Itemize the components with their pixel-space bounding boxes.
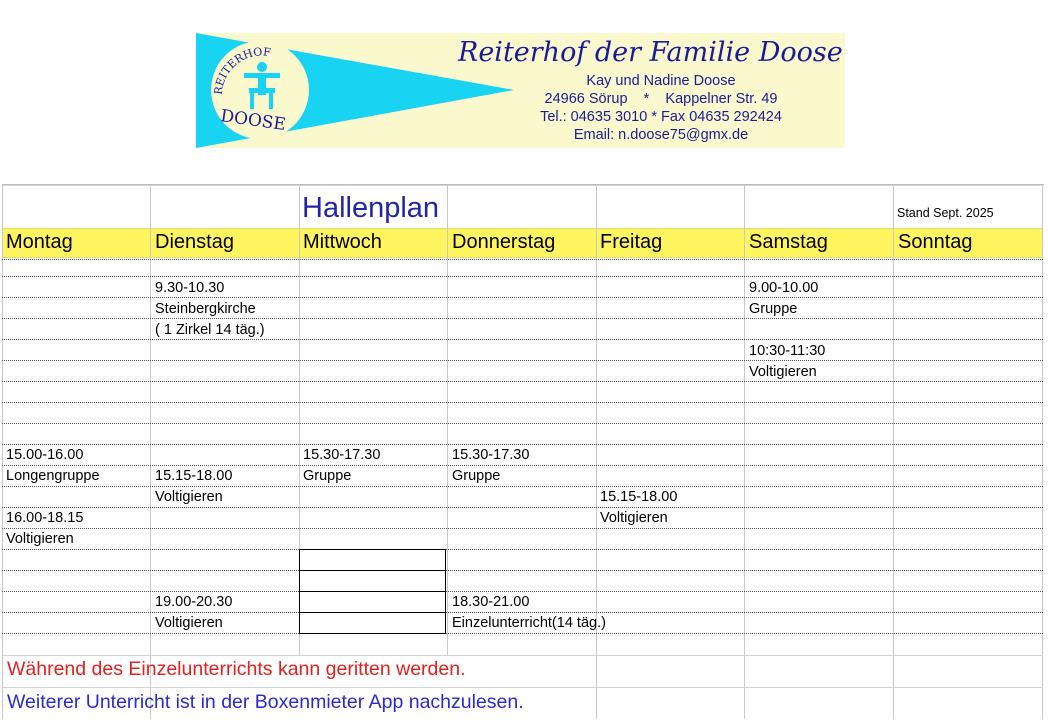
schedule-entry-text: Gruppe <box>749 301 798 317</box>
boxed-cell <box>299 612 446 634</box>
schedule-entry-time: 16.00-18.15 <box>6 510 84 526</box>
schedule-entry-time: 15.15-18.00 <box>155 468 233 484</box>
banner-phone: Tel.: 04635 3010 * Fax 04635 292424 <box>540 109 782 125</box>
banner-email: Email: n.doose75@gmx.de <box>573 127 749 143</box>
schedule-entry-text: Voltigieren <box>155 615 223 631</box>
day-header-freitag: Freitag <box>600 231 663 253</box>
schedule-entry-time: 10:30-11:30 <box>749 343 826 359</box>
day-header-dienstag: Dienstag <box>155 231 234 253</box>
banner-owners: Kay und Nadine Doose <box>586 73 736 89</box>
schedule-entry-text: Gruppe <box>452 468 501 484</box>
schedule-entry-time: 15.00-16.00 <box>6 447 84 463</box>
schedule-entry-text: Voltigieren <box>6 531 74 547</box>
svg-text:REITERHOF: REITERHOF <box>211 45 272 96</box>
schedule-entry-text: Voltigieren <box>600 510 668 526</box>
header-banner <box>196 33 845 148</box>
schedule-entry-text: Voltigieren <box>155 489 223 505</box>
page-title: Hallenplan <box>302 192 440 224</box>
schedule-entry-time: 9.00-10.00 <box>749 280 819 296</box>
note-blue: Weiterer Unterricht ist in der Boxenmieter App nachzulesen. <box>7 691 524 713</box>
schedule-entry-text: Voltigieren <box>749 364 817 380</box>
schedule-entry-text: Longengruppe <box>6 468 100 484</box>
schedule-entry-time: 15.15-18.00 <box>600 489 678 505</box>
schedule-entry-time: 19.00-20.30 <box>155 594 233 610</box>
svg-text:DOOSE: DOOSE <box>219 106 287 136</box>
note-red: Während des Einzelunterrichts kann geritten werden. <box>7 658 466 680</box>
boxed-cell <box>299 570 446 592</box>
boxed-cell <box>299 591 446 613</box>
schedule-entry-time: 15.30-17.30 <box>452 447 530 463</box>
schedule-entry-text: Gruppe <box>303 468 352 484</box>
schedule-sheet <box>2 184 1044 719</box>
day-header-donnerstag: Donnerstag <box>452 231 556 253</box>
day-header-sonntag: Sonntag <box>898 231 973 253</box>
schedule-entry-text: Steinbergkirche <box>155 301 256 317</box>
day-header-mittwoch: Mittwoch <box>303 231 382 253</box>
banner-address: 24966 Sörup * Kappelner Str. 49 <box>544 91 778 107</box>
boxed-cell <box>299 549 446 571</box>
schedule-entry-time: 18.30-21.00 <box>452 594 530 610</box>
day-header-montag: Montag <box>6 231 73 253</box>
banner-title: Reiterhof der Familie Doose <box>458 37 843 68</box>
schedule-entry-text: Einzelunterricht(14 täg.) <box>452 615 606 631</box>
schedule-entry-time: 15.30-17.30 <box>303 447 381 463</box>
version-date: Stand Sept. 2025 <box>897 206 994 220</box>
day-header-samstag: Samstag <box>749 231 828 253</box>
schedule-entry-note: ( 1 Zirkel 14 täg.) <box>155 322 265 338</box>
schedule-entry-time: 9.30-10.30 <box>155 280 225 296</box>
